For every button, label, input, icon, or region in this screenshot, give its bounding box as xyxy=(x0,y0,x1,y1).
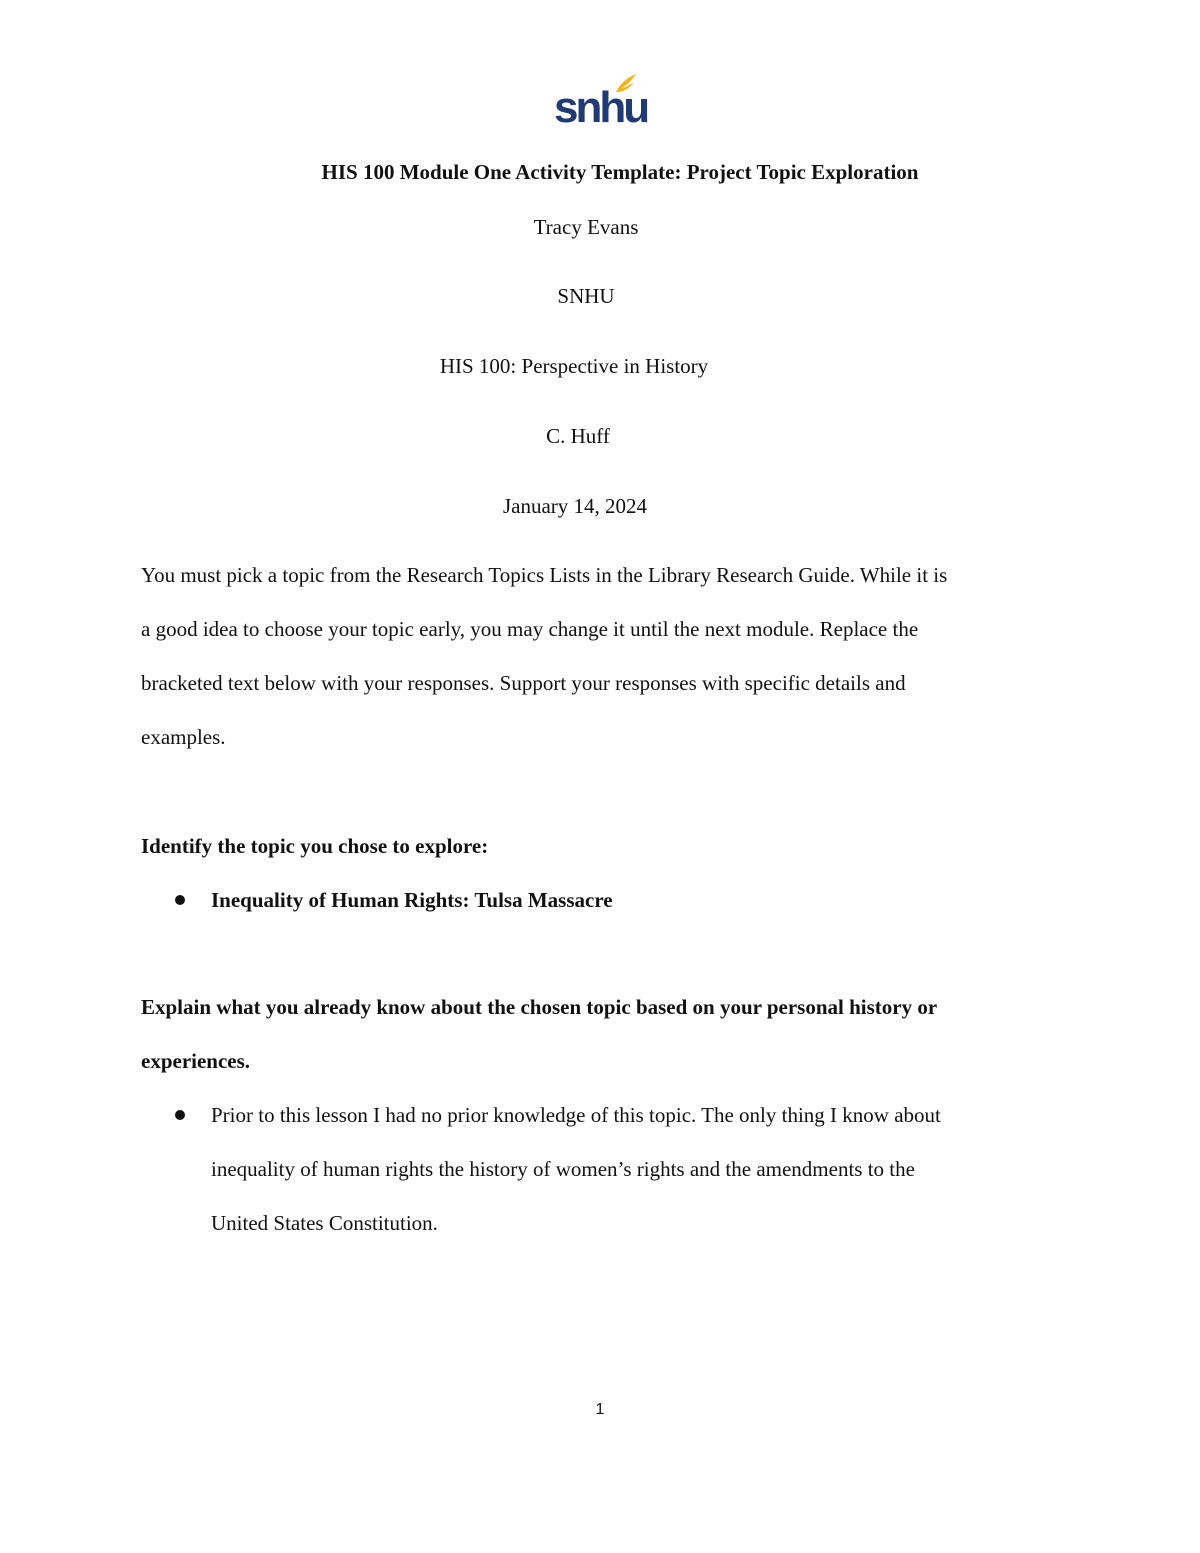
intro-line: a good idea to choose your topic early, you may change it until the next module. Replace the xyxy=(141,617,919,641)
knowledge-heading xyxy=(141,980,937,1088)
intro-line: bracketed text below with your responses. Support your responses with specific details and xyxy=(141,671,906,695)
knowledge-bullet-line: inequality of human rights the history of women’s rights and the amendments to the xyxy=(211,1157,915,1181)
knowledge-bullet-line: United States Constitution. xyxy=(211,1211,438,1235)
page-number: 1 xyxy=(595,1401,605,1418)
knowledge-heading-line: Explain what you already know about the chosen topic based on your personal history or xyxy=(141,995,938,1019)
logo-text: snhu xyxy=(554,83,648,132)
document-date: January 14, 2024 xyxy=(502,494,648,518)
topic-bullet-text: Inequality of Human Rights: Tulsa Massacre xyxy=(211,888,613,912)
author-name: Tracy Evans xyxy=(533,215,639,239)
snhu-logo xyxy=(554,72,648,134)
instructor-name: C. Huff xyxy=(546,424,610,448)
institution-name: SNHU xyxy=(557,284,615,308)
knowledge-heading-line: experiences. xyxy=(141,1049,251,1073)
knowledge-bullet-line: Prior to this lesson I had no prior knowledge of this topic. The only thing I know about xyxy=(211,1103,941,1127)
document-title: HIS 100 Module One Activity Template: Project Topic Exploration xyxy=(321,160,919,184)
bullet-icon xyxy=(175,895,185,905)
intro-line: examples. xyxy=(141,725,226,749)
knowledge-bullet-text xyxy=(211,1088,941,1250)
topic-heading: Identify the topic you chose to explore: xyxy=(141,834,489,858)
intro-line: You must pick a topic from the Research Topics Lists in the Library Research Guide. While it is xyxy=(141,563,948,587)
course-name: HIS 100: Perspective in History xyxy=(439,354,709,378)
intro-paragraph xyxy=(141,548,1061,764)
bullet-icon xyxy=(175,1110,185,1120)
